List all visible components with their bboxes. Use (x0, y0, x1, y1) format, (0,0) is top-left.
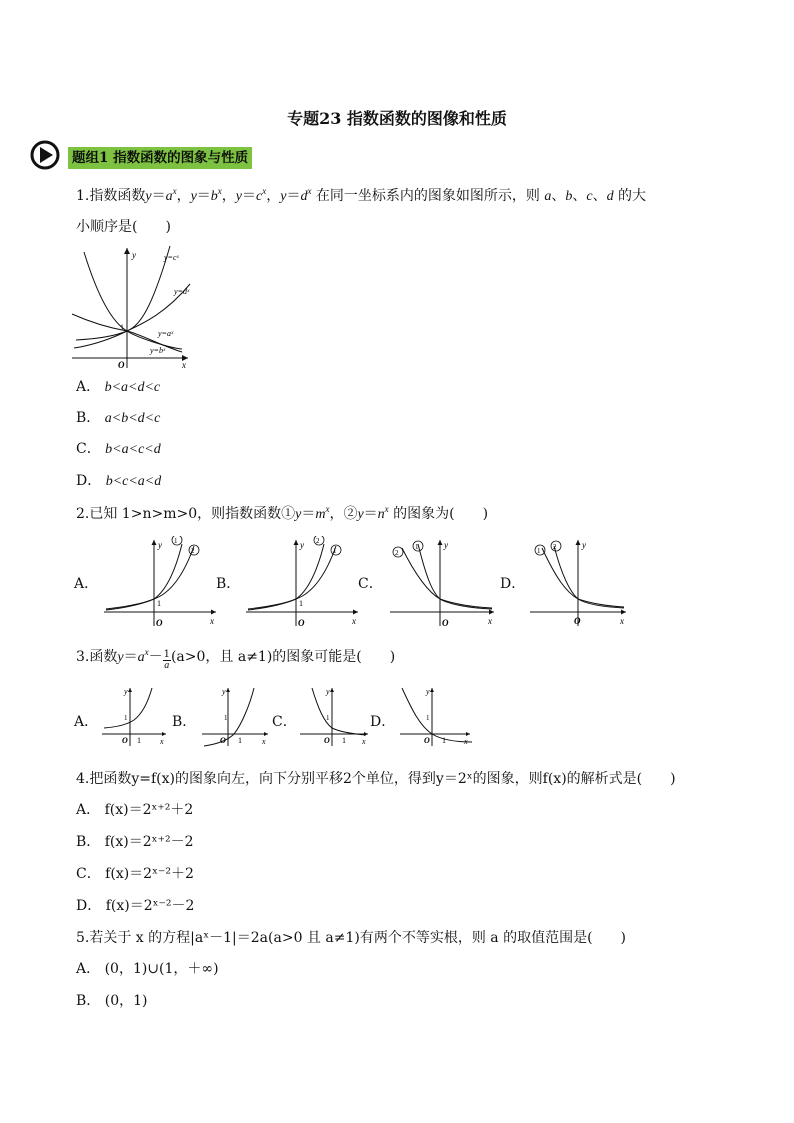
svg-text:O: O (574, 616, 581, 626)
q1-label-d: y=dˣ (174, 287, 190, 296)
q2-option-b[interactable]: B． (216, 576, 241, 592)
svg-text:y: y (158, 540, 162, 550)
q1-option-d[interactable]: D． b<c<a<d (76, 473, 162, 489)
svg-text:x: x (464, 737, 468, 746)
q5-option-b[interactable]: B． (0，1) (76, 993, 148, 1009)
q4-option-c[interactable]: C． f(x)＝2ˣ⁻²＋2 (76, 866, 194, 882)
svg-text:y: y (426, 687, 430, 696)
question-2-stem: 2.已知 1>n>m>0，则指数函数$①y=m^x$，$②y=n^x$ 的图象为( ) (76, 504, 489, 522)
svg-text:1: 1 (299, 599, 303, 608)
svg-text:O: O (156, 618, 163, 628)
svg-text:1: 1 (174, 537, 178, 545)
q4-option-b[interactable]: B． f(x)＝2ˣ⁺²－2 (76, 834, 194, 850)
svg-text:1: 1 (124, 714, 128, 722)
svg-text:y: y (326, 687, 330, 696)
svg-text:2: 2 (553, 543, 557, 551)
q3-option-b[interactable]: B． (172, 714, 197, 730)
q2-option-d[interactable]: D． (500, 576, 526, 592)
section-label: 题组1 指数函数的图象与性质 (68, 147, 252, 169)
svg-text:1: 1 (157, 599, 161, 608)
q3-option-c[interactable]: C． (272, 714, 297, 730)
svg-text:1: 1 (442, 736, 446, 745)
svg-text:x: x (620, 616, 624, 626)
q3-option-a[interactable]: A． (74, 714, 99, 730)
svg-text:y: y (444, 540, 448, 550)
q1-option-b[interactable]: B． a<b<d<c (76, 410, 161, 426)
q1-label-b: y=bˣ (150, 346, 166, 355)
svg-text:y: y (582, 540, 586, 550)
q2-option-c[interactable]: C． (358, 576, 383, 592)
q2-graph-c (388, 536, 500, 632)
question-1-stem-line2: 小顺序是( ) (76, 219, 171, 235)
svg-text:O: O (442, 618, 449, 628)
q1-origin: O (118, 360, 125, 370)
q1-option-c[interactable]: C． b<a<c<d (76, 441, 161, 457)
svg-text:1: 1 (342, 736, 346, 745)
svg-text:2: 2 (395, 549, 399, 557)
q2-option-a[interactable]: A． (74, 576, 99, 592)
q1-one: 1 (120, 323, 124, 332)
svg-text:O: O (298, 618, 305, 628)
svg-text:2: 2 (316, 537, 320, 545)
q3-graph-a (100, 684, 170, 750)
question-3-stem: 3.函数$y=a^x-$ $\frac{1}{a}$ (a>0，且 a≠1)的图象可能是( ) (76, 647, 396, 671)
q3-option-d[interactable]: D． (370, 714, 396, 730)
q3-graph-c (298, 684, 372, 750)
q4-option-d[interactable]: D． f(x)＝2ˣ⁻²－2 (76, 898, 195, 914)
svg-text:x: x (160, 737, 164, 746)
svg-text:1: 1 (238, 736, 242, 745)
q2-graph-b (244, 536, 362, 632)
svg-text:O: O (220, 736, 226, 745)
svg-text:y: y (222, 687, 226, 696)
question-1-stem: 1.指数函数$y=a^x$，$y=b^x$，$y=c^x$，$y=d^x$ 在同一坐标系内的图象如图所示，则 a、b、c、d 的大 (76, 186, 647, 204)
svg-text:1: 1 (333, 547, 337, 555)
q1-label-a: y=aˣ (158, 329, 174, 338)
q2-graph-a (102, 536, 220, 632)
svg-text:x: x (488, 616, 492, 626)
q1-axis-x: x (182, 360, 186, 370)
svg-text:x: x (352, 616, 356, 626)
question-4-stem: 4.把函数y=f(x)的图象向左，向下分别平移2个单位，得到y＝2ˣ的图象，则f(x)的解析式是( ) (76, 771, 676, 787)
svg-text:1: 1 (137, 736, 141, 745)
svg-text:x: x (210, 616, 214, 626)
svg-text:x: x (362, 737, 366, 746)
svg-text:x: x (262, 737, 266, 746)
svg-text:y: y (300, 540, 304, 550)
svg-text:O: O (324, 736, 330, 745)
svg-text:1: 1 (426, 714, 430, 722)
svg-text:y: y (124, 687, 128, 696)
svg-text:1: 1 (326, 714, 330, 722)
q1-label-c: y=cˣ (164, 253, 179, 262)
svg-text:1: 1 (537, 547, 541, 555)
q4-option-a[interactable]: A． f(x)＝2ˣ⁺²＋2 (76, 802, 194, 818)
svg-text:O: O (122, 736, 128, 745)
q5-option-a[interactable]: A． (0，1)∪(1，＋∞) (76, 961, 219, 977)
page-title: 专题23 指数函数的图像和性质 (287, 109, 507, 128)
q1-option-a[interactable]: A． b<a<d<c (76, 379, 161, 395)
svg-text:2: 2 (191, 547, 195, 555)
svg-text:1: 1 (415, 543, 419, 551)
svg-text:O: O (424, 736, 430, 745)
svg-text:1: 1 (224, 714, 228, 722)
question-1-graph (70, 244, 200, 372)
play-arrow-icon (30, 140, 60, 170)
q2-graph-d (528, 536, 632, 632)
question-5-stem: 5.若关于 x 的方程|aˣ－1|＝2a(a>0 且 a≠1)有两个不等实根，则 a 的取值范围是( ) (76, 930, 626, 946)
q3-graph-d (398, 684, 476, 750)
q1-axis-y: y (132, 250, 136, 260)
q3-graph-b (200, 684, 272, 750)
